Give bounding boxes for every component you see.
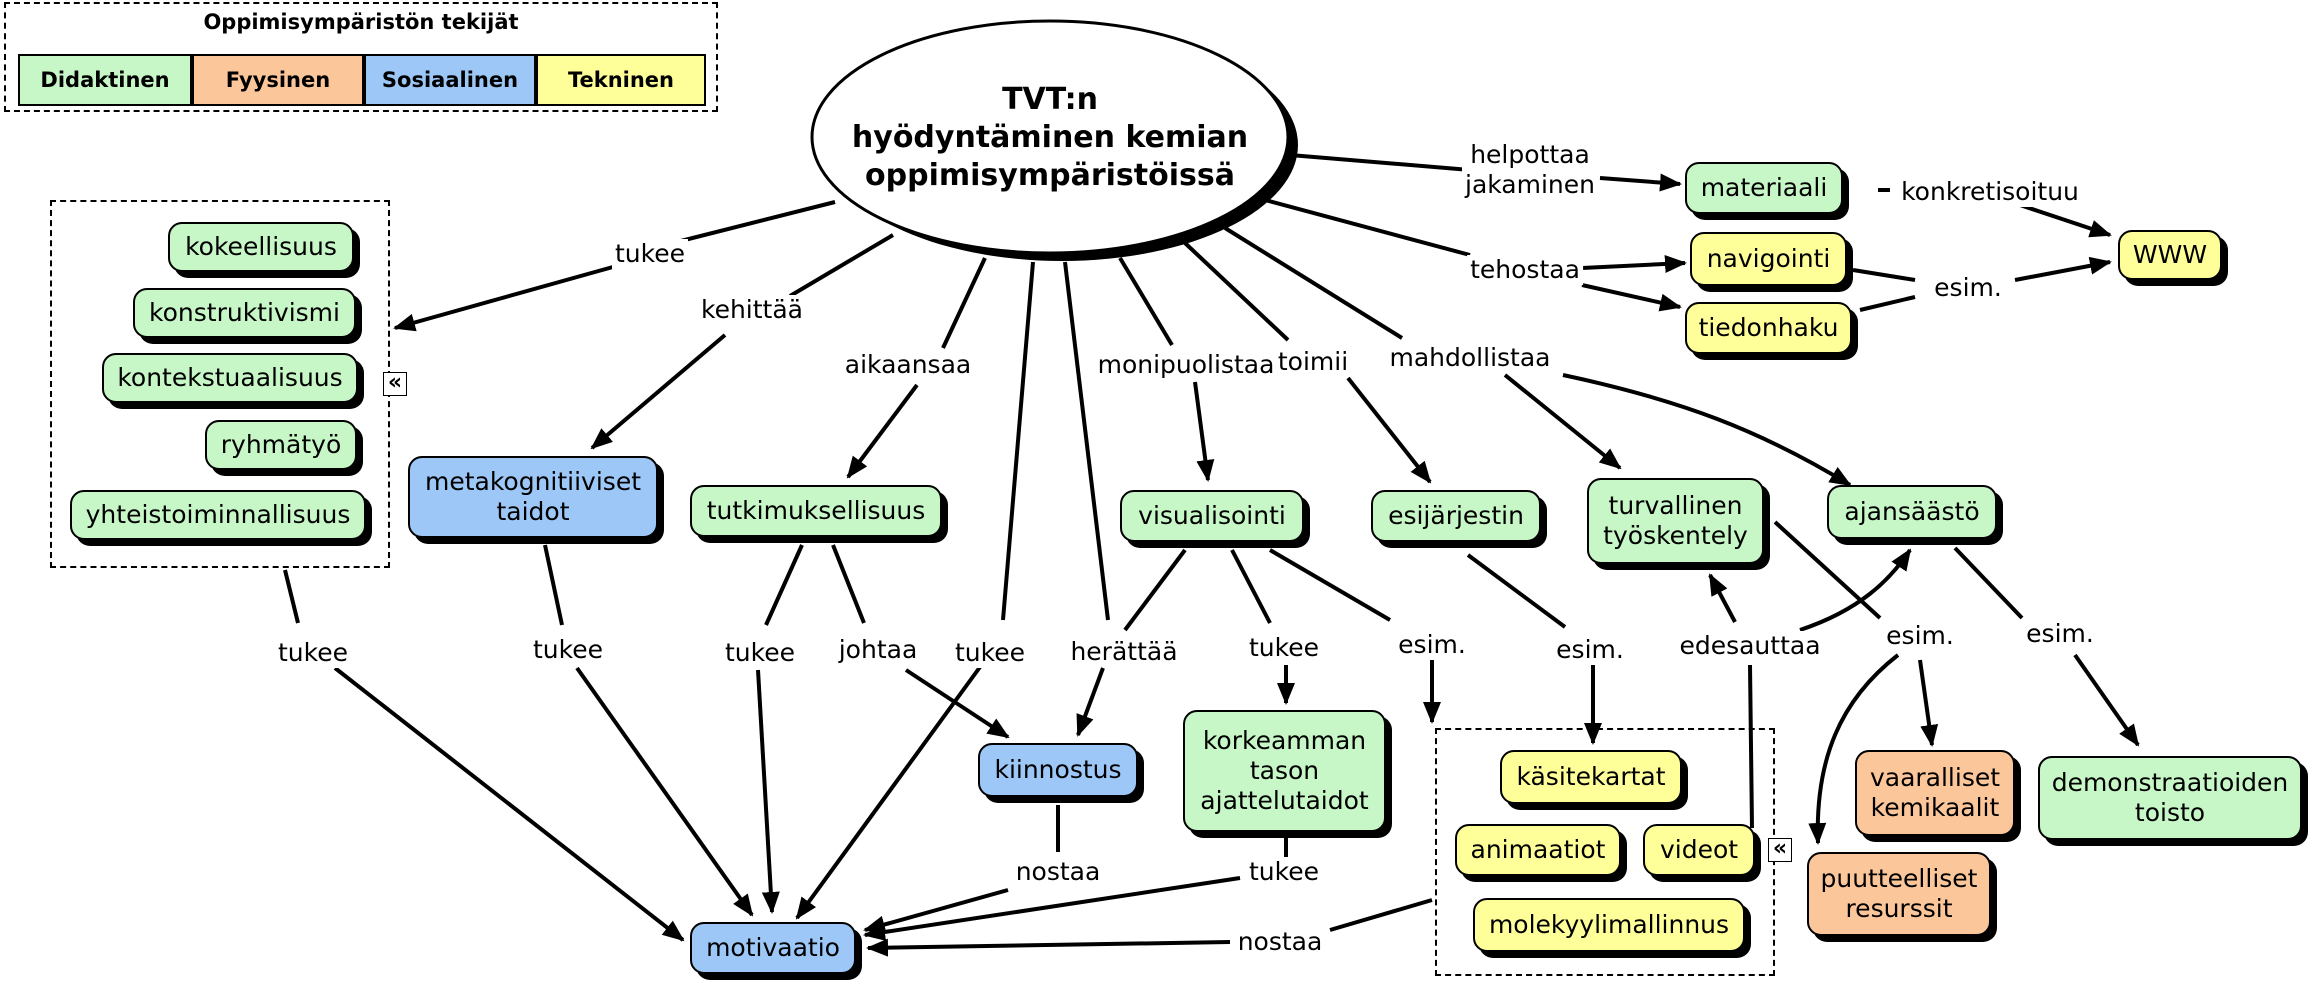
node-visualisointi[interactable]: visualisointi bbox=[1120, 490, 1304, 542]
link-label-nostaa: nostaa bbox=[1013, 857, 1104, 887]
node-metakognitiiviset-taidot[interactable]: metakognitiiviset taidot bbox=[408, 456, 658, 538]
legend-didaktinen: Didaktinen bbox=[18, 54, 192, 106]
collapse-icon[interactable]: « bbox=[383, 372, 407, 396]
link-label-esim: esim. bbox=[2023, 619, 2097, 649]
link-label-tukee: tukee bbox=[530, 635, 606, 665]
node-konstruktivismi[interactable]: konstruktivismi bbox=[133, 288, 356, 338]
link-label-konkretisoituu: konkretisoituu bbox=[1898, 177, 2082, 207]
link-label-tukee: tukee bbox=[1246, 633, 1322, 663]
node-kokeellisuus[interactable]: kokeellisuus bbox=[168, 222, 354, 272]
link-label-monipuolistaa: monipuolistaa bbox=[1095, 350, 1278, 380]
node-www[interactable]: WWW bbox=[2118, 230, 2222, 280]
link-label-mahdollistaa: mahdollistaa bbox=[1387, 343, 1554, 373]
link-label-toimii: toimii bbox=[1275, 347, 1351, 377]
node-vaaralliset-kemikaalit[interactable]: vaaralliset kemikaalit bbox=[1855, 750, 2015, 836]
link-label-esim: esim. bbox=[1395, 630, 1469, 660]
node-esijarjestin[interactable]: esijärjestin bbox=[1371, 490, 1541, 542]
node-puutteelliset-resurssit[interactable]: puutteelliset resurssit bbox=[1807, 852, 1991, 936]
node-navigointi[interactable]: navigointi bbox=[1690, 232, 1847, 286]
link-label-tehostaa: tehostaa bbox=[1467, 255, 1583, 285]
link-label-nostaa: nostaa bbox=[1235, 927, 1326, 957]
legend-fyysinen: Fyysinen bbox=[192, 54, 364, 106]
link-label-tukee: tukee bbox=[275, 638, 351, 668]
link-label-kehittaa: kehittää bbox=[698, 295, 806, 325]
link-label-helpottaa-jakaminen: helpottaa jakaminen bbox=[1462, 140, 1598, 200]
link-label-aikaansaa: aikaansaa bbox=[842, 350, 974, 380]
node-videot[interactable]: videot bbox=[1643, 824, 1755, 876]
node-motivaatio[interactable]: motivaatio bbox=[690, 922, 856, 974]
legend bbox=[4, 2, 718, 112]
node-animaatiot[interactable]: animaatiot bbox=[1455, 824, 1621, 876]
node-tutkimuksellisuus[interactable]: tutkimuksellisuus bbox=[690, 485, 942, 537]
link-label-tukee: tukee bbox=[952, 638, 1028, 668]
node-materiaali[interactable]: materiaali bbox=[1685, 162, 1843, 214]
node-kontekstuaalisuus[interactable]: kontekstuaalisuus bbox=[102, 353, 358, 403]
node-tiedonhaku[interactable]: tiedonhaku bbox=[1685, 302, 1852, 354]
node-molekyylimallinnus[interactable]: molekyylimallinnus bbox=[1473, 898, 1745, 952]
legend-sosiaalinen: Sosiaalinen bbox=[364, 54, 536, 106]
node-kiinnostus[interactable]: kiinnostus bbox=[978, 743, 1138, 797]
link-label-herattaa: herättää bbox=[1067, 637, 1180, 667]
legend-tekninen: Tekninen bbox=[536, 54, 706, 106]
node-ajansaasto[interactable]: ajansäästö bbox=[1827, 485, 1997, 539]
legend-title: Oppimisympäristön tekijät bbox=[203, 10, 519, 34]
node-korkeamman-tason-ajattelutaidot[interactable]: korkeamman tason ajattelutaidot bbox=[1183, 710, 1386, 832]
node-kasitekartat[interactable]: käsitekartat bbox=[1500, 750, 1682, 804]
link-label-johtaa: johtaa bbox=[836, 635, 921, 665]
link-label-esim: esim. bbox=[1883, 621, 1957, 651]
link-label-esim: esim. bbox=[1553, 635, 1627, 665]
link-label-edesauttaa: edesauttaa bbox=[1676, 631, 1823, 661]
main-concept: TVT:n hyödyntäminen kemian oppimisympäristöissä bbox=[851, 82, 1249, 193]
link-label-tukee: tukee bbox=[722, 638, 798, 668]
node-yhteistoiminnallisuus[interactable]: yhteistoiminnallisuus bbox=[70, 490, 366, 540]
node-demonstraatioiden-toisto[interactable]: demonstraatioiden toisto bbox=[2038, 756, 2302, 840]
link-label-esim-www: esim. bbox=[1931, 273, 2005, 303]
node-turvallinen-tyoskentely[interactable]: turvallinen työskentely bbox=[1587, 478, 1764, 564]
collapse-icon[interactable]: « bbox=[1768, 838, 1792, 862]
link-label-tukee: tukee bbox=[1246, 857, 1322, 887]
link-label-tukee: tukee bbox=[612, 239, 688, 269]
node-ryhmatyo[interactable]: ryhmätyö bbox=[205, 420, 357, 470]
